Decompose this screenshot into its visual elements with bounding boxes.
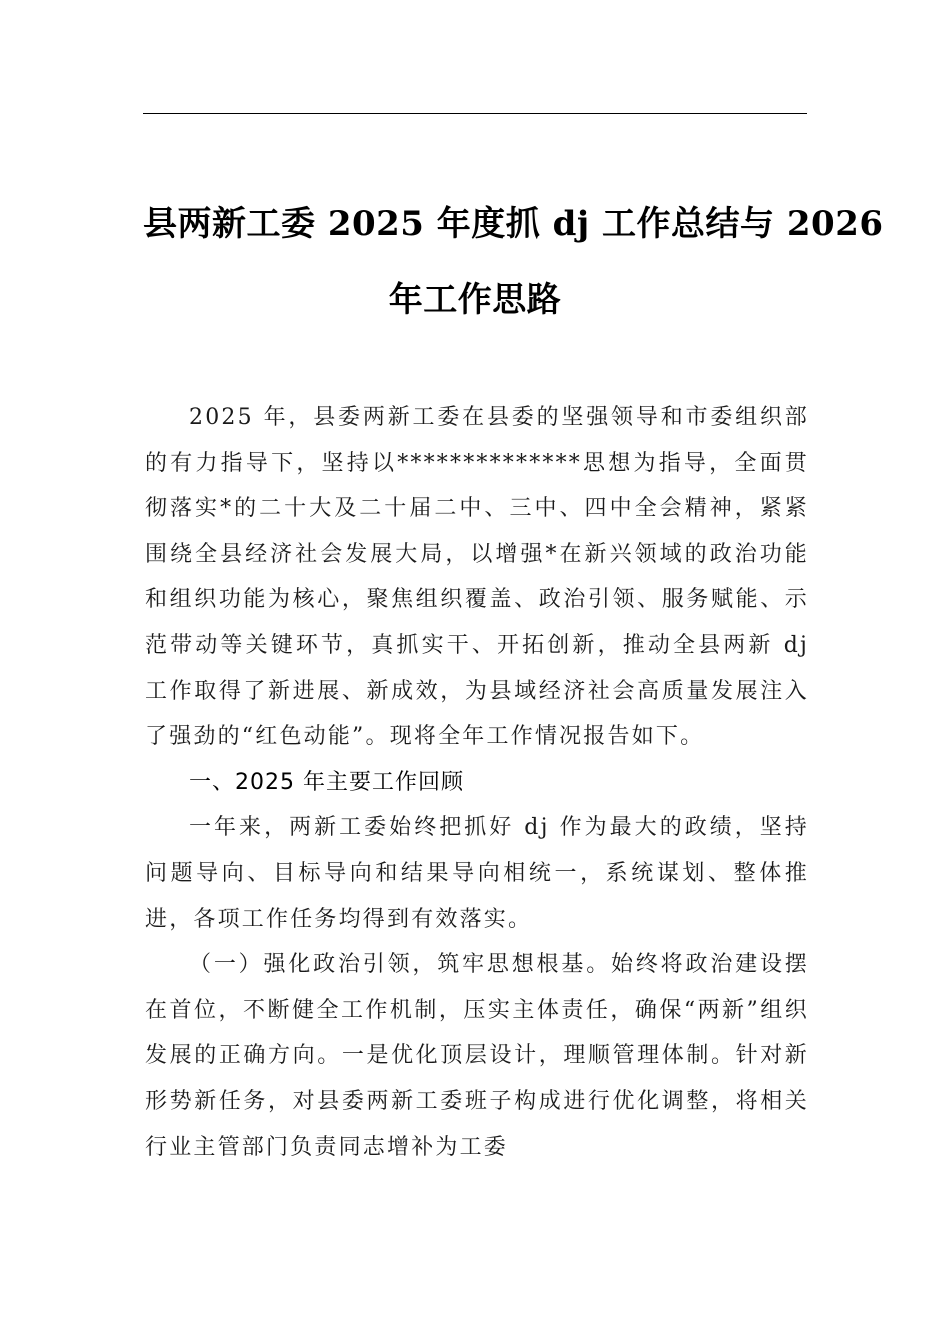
header-rule bbox=[143, 113, 807, 114]
document-body bbox=[145, 395, 809, 1170]
title-line-1: 县两新工委 2025 年度抓 dj 工作总结与 2026 bbox=[143, 204, 884, 244]
section-paragraph: 一年来，两新工委始终把抓好 dj 作为最大的政绩，坚持问题导向、目标导向和结果导向相统一，系统谋划、整体推进，各项工作任务均得到有效落实。 bbox=[145, 815, 809, 932]
intro-paragraph: 2025 年，县委两新工委在县委的坚强领导和市委组织部的有力指导下，坚持以**************思想为指导，全面贯彻落实*的二十大及二十届二中、三中、四中全会精神，紧紧围绕全县经济社会发展大局，以增强*在新兴领域的政治功能和组织功能为核心，聚焦组织覆盖、政治引领、服务赋能、示范带动等关键环节，真抓实干、开拓创新，推动全县两新 dj 工作取得了新进展、新成效，为县域经济社会高质量发展注入了强劲的“红色动能”。现将全年工作情况报告如下。 bbox=[145, 405, 809, 750]
subsection-lead: （一）强化政治引领，筑牢思想根基。 bbox=[189, 952, 612, 978]
section-heading: 一、2025 年主要工作回顾 bbox=[189, 769, 464, 795]
subsection-text: 始终将政治建设摆在首位，不断健全工作机制，压实主体责任，确保“两新”组织发展的正确方向。一是优化顶层设计，理顺管理体制。针对新形势新任务，对县委两新工委班子构成进行优化调整，将相关行业主管部门负责同志增补为工委 bbox=[145, 952, 809, 1160]
subsection-paragraph bbox=[145, 942, 809, 1170]
document-title bbox=[143, 186, 884, 338]
title-line-2: 年工作思路 bbox=[388, 280, 562, 320]
